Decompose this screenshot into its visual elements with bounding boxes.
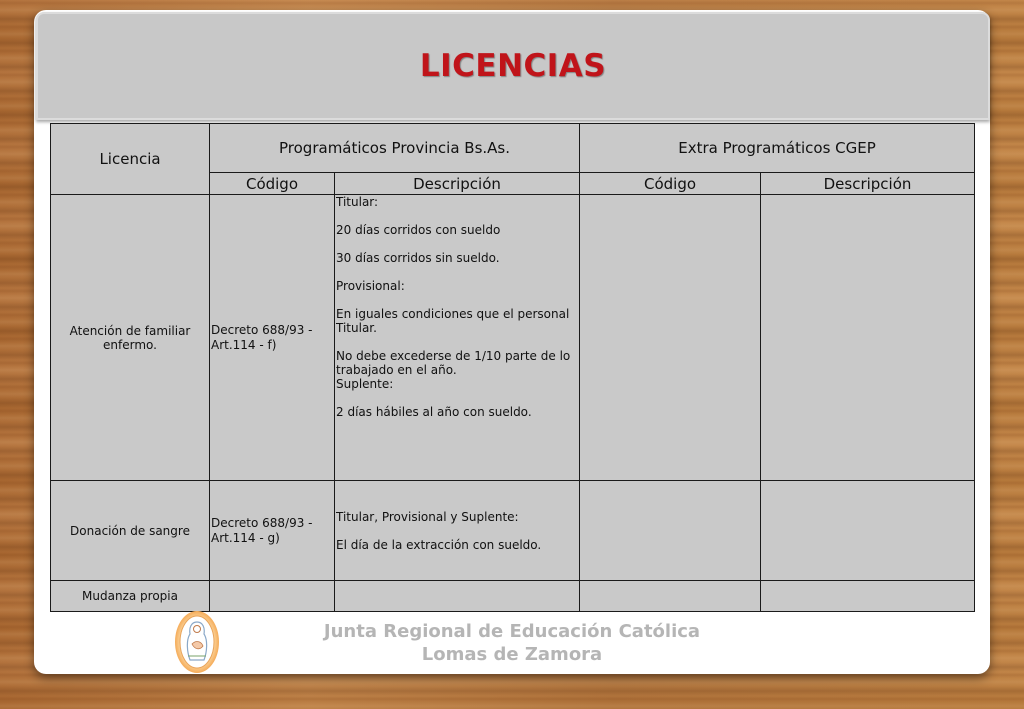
desc-line: 2 días hábiles al año con sueldo. xyxy=(336,405,532,419)
licencias-table xyxy=(50,123,975,612)
licencias-table-wrap xyxy=(50,123,974,612)
slide-title: LICENCIAS xyxy=(419,48,607,84)
desc-line: Suplente: xyxy=(336,377,394,391)
row-descripcion xyxy=(335,481,580,581)
row-descripcion-cgep xyxy=(761,481,975,581)
table-row xyxy=(51,481,975,581)
row-descripcion-cgep xyxy=(761,195,975,481)
desc-line: Provisional: xyxy=(336,279,405,293)
desc-line: El día de la extracción con sueldo. xyxy=(336,537,542,552)
desc-line: Titular: xyxy=(336,195,379,209)
header-descripcion-cgep: Descripción xyxy=(761,173,975,195)
row-descripcion-cgep xyxy=(761,581,975,612)
row-licencia: Donación de sangre xyxy=(51,481,210,581)
desc-line: No debe excederse de 1/10 parte de lo trabajado en el año. xyxy=(336,349,571,377)
row-licencia: Mudanza propia xyxy=(51,581,210,612)
row-codigo-cgep xyxy=(580,581,761,612)
desc-line: 30 días corridos sin sueldo. xyxy=(336,251,500,265)
row-codigo: Decreto 688/93 - Art.114 - f) xyxy=(210,195,335,481)
row-codigo-cgep xyxy=(580,195,761,481)
row-codigo: Decreto 688/93 - Art.114 - g) xyxy=(210,481,335,581)
footer-line1: Junta Regional de Educación Católica xyxy=(323,621,701,642)
header-licencia: Licencia xyxy=(51,124,210,195)
footer-line2: Lomas de Zamora xyxy=(421,644,603,665)
row-codigo-cgep xyxy=(580,481,761,581)
header-extra-programaticos: Extra Programáticos CGEP xyxy=(580,124,975,173)
row-codigo xyxy=(210,581,335,612)
header-descripcion-provincia: Descripción xyxy=(335,173,580,195)
row-descripcion xyxy=(335,195,580,481)
table-row xyxy=(51,581,975,612)
header-codigo-provincia: Código xyxy=(210,173,335,195)
desc-line: Titular, Provisional y Suplente: xyxy=(336,509,519,524)
desc-line: 20 días corridos con sueldo xyxy=(336,223,501,237)
slide-card xyxy=(34,10,990,674)
row-licencia: Atención de familiar enfermo. xyxy=(51,195,210,481)
title-bar xyxy=(36,12,990,120)
header-programaticos: Programáticos Provincia Bs.As. xyxy=(210,124,580,173)
footer xyxy=(34,620,990,666)
desc-line: En iguales condiciones que el personal Titular. xyxy=(336,307,570,335)
header-codigo-cgep: Código xyxy=(580,173,761,195)
header-row-groups xyxy=(51,124,975,173)
row-descripcion xyxy=(335,581,580,612)
table-row xyxy=(51,195,975,481)
